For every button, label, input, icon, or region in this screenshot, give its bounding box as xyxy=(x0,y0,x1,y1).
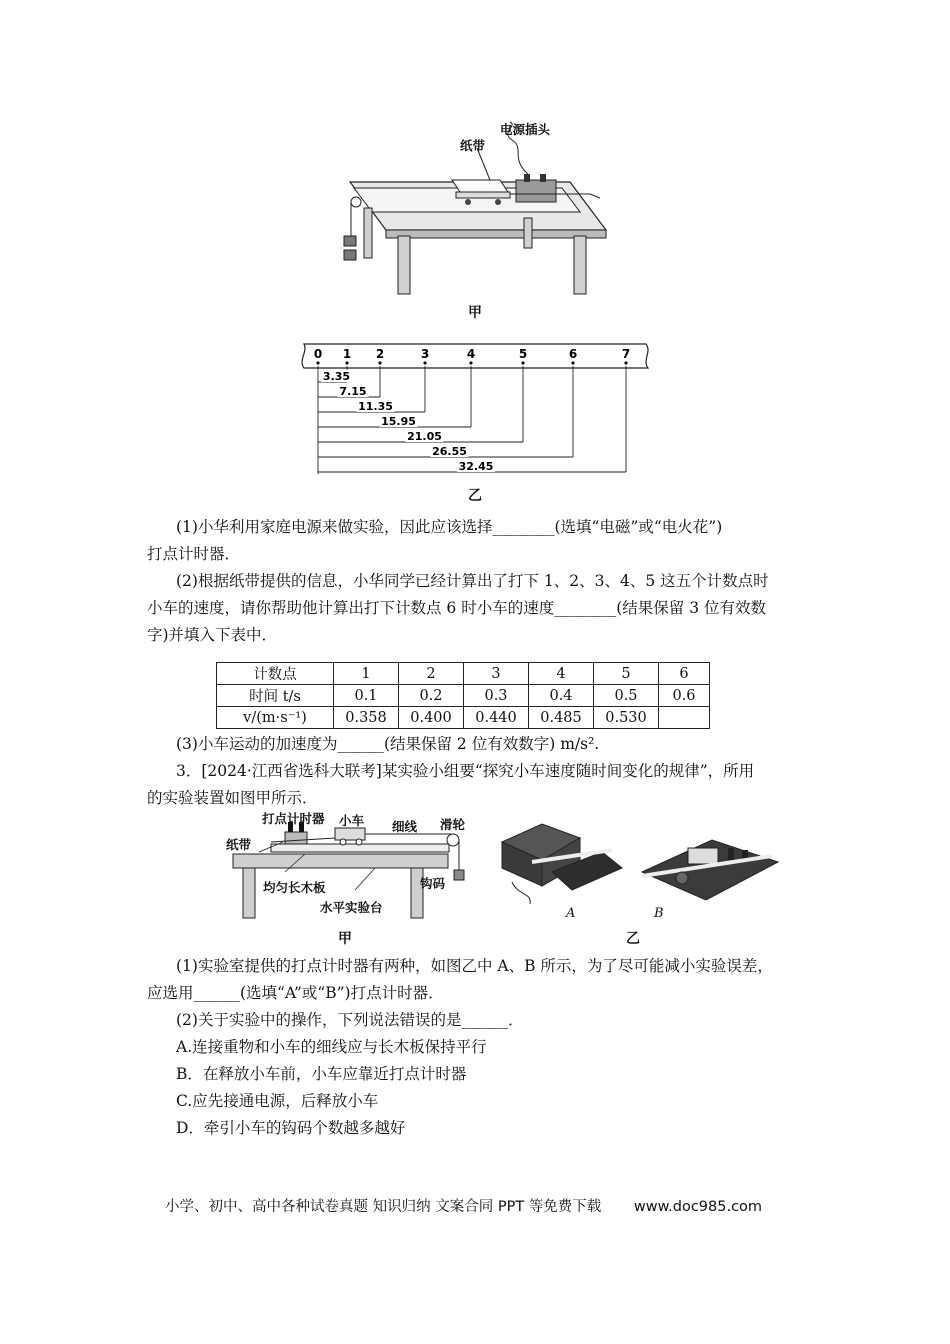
option-a: A.连接重物和小车的细线应与长木板保持平行 xyxy=(176,1038,487,1056)
page-footer xyxy=(165,1195,762,1216)
tape-distance-label: 26.55 xyxy=(432,445,467,458)
q3-caption-jia: 甲 xyxy=(338,931,352,947)
q3-caption-yi: 乙 xyxy=(626,931,640,947)
string-label: 细线 xyxy=(392,819,418,834)
tape-dot xyxy=(521,361,524,364)
tape-distance-label: 7.15 xyxy=(339,385,367,398)
tape-point-label: 3 xyxy=(420,347,430,361)
board-label: 均匀长木板 xyxy=(263,880,326,895)
tape-distance-label: 3.35 xyxy=(322,370,351,383)
tape-dot xyxy=(345,361,348,364)
tape-dot xyxy=(624,361,627,364)
tape-distance-label: 32.45 xyxy=(458,460,494,473)
option-b: B．在释放小车前，小车应靠近打点计时器 xyxy=(176,1065,467,1083)
table-row: 计数点 1 2 3 4 5 6 xyxy=(217,663,710,685)
timer-photos-figure xyxy=(492,812,782,924)
weight-label: 钩码 xyxy=(420,876,446,891)
q2-part2: (2)根据纸带提供的信息，小华同学已经计算出了打下 1、2、3、4、5 这五个计数点时 小车的速度，请你帮助他计算出打下计数点 6 时小车的速度________(结果保留 3 位有效数 字)并填入下表中． xyxy=(147,572,769,644)
option-c: C.应先接通电源，后释放小车 xyxy=(176,1092,379,1110)
q3-part2: (2)关于实验中的操作，下列说法错误的是______． xyxy=(176,1011,524,1029)
option-d: D．牵引小车的钩码个数越多越好 xyxy=(176,1119,406,1137)
q2-part3: (3)小车运动的加速度为______(结果保留 2 位有效数字) m/s². xyxy=(176,735,600,753)
tape-dot xyxy=(316,361,319,364)
tape-dot xyxy=(378,361,381,364)
tape-point-label: 1 xyxy=(342,347,352,361)
footer-text: 小学、初中、高中各种试卷真题 知识归纳 文案合同 PPT 等免费下载 xyxy=(165,1199,602,1215)
tape-point-label: 0 xyxy=(313,347,323,361)
table-row: v/(m·s⁻¹) 0.358 0.400 0.440 0.485 0.530 xyxy=(217,707,710,729)
tape-point-label: 6 xyxy=(568,347,578,361)
figure-caption-yi: 乙 xyxy=(468,488,482,504)
timer-a-label: A xyxy=(566,906,576,921)
tape-distance-label: 21.05 xyxy=(407,430,442,443)
tape-dot xyxy=(571,361,574,364)
timer-b-label: B xyxy=(654,906,664,921)
q3-stem: 3．[2024·江西省选科大联考]某实验小组要“探究小车速度随时间变化的规律”，所用 的实验装置如图甲所示． xyxy=(147,762,755,807)
pulley-label: 滑轮 xyxy=(440,817,466,832)
table-row: 时间 t/s 0.1 0.2 0.3 0.4 0.5 0.6 xyxy=(217,685,710,707)
tape-point-label: 5 xyxy=(518,347,528,361)
paper-tape-label: 纸带 xyxy=(460,138,486,153)
velocity-table xyxy=(216,662,710,729)
paper-tape-figure xyxy=(290,338,660,478)
tape-point-label: 2 xyxy=(375,347,385,361)
q3-part1: (1)实验室提供的打点计时器有两种，如图乙中 A、B 所示，为了尽可能减小实验误差， 应选用______(选填“A”或“B”)打点计时器． xyxy=(147,957,773,1002)
power-plug-label: 电源插头 xyxy=(500,122,551,137)
tape-dot xyxy=(423,361,426,364)
cart-label: 小车 xyxy=(339,813,365,828)
q2-part1: (1)小华利用家庭电源来做实验，因此应该选择________(选填“电磁”或“电火花”) 打点计时器． xyxy=(147,518,723,563)
tape-distance-label: 11.35 xyxy=(358,400,393,413)
lab-table-label: 水平实验台 xyxy=(320,900,383,915)
footer-link[interactable]: www.doc985.com xyxy=(633,1199,763,1215)
tape-point-label: 7 xyxy=(621,347,631,361)
tape-distance-label: 15.95 xyxy=(381,415,416,428)
paper-label: 纸带 xyxy=(226,837,252,852)
figure-caption-jia: 甲 xyxy=(468,305,482,321)
tape-point-label: 4 xyxy=(466,347,476,361)
timer-label: 打点计时器 xyxy=(262,811,325,826)
tape-dot xyxy=(469,361,472,364)
